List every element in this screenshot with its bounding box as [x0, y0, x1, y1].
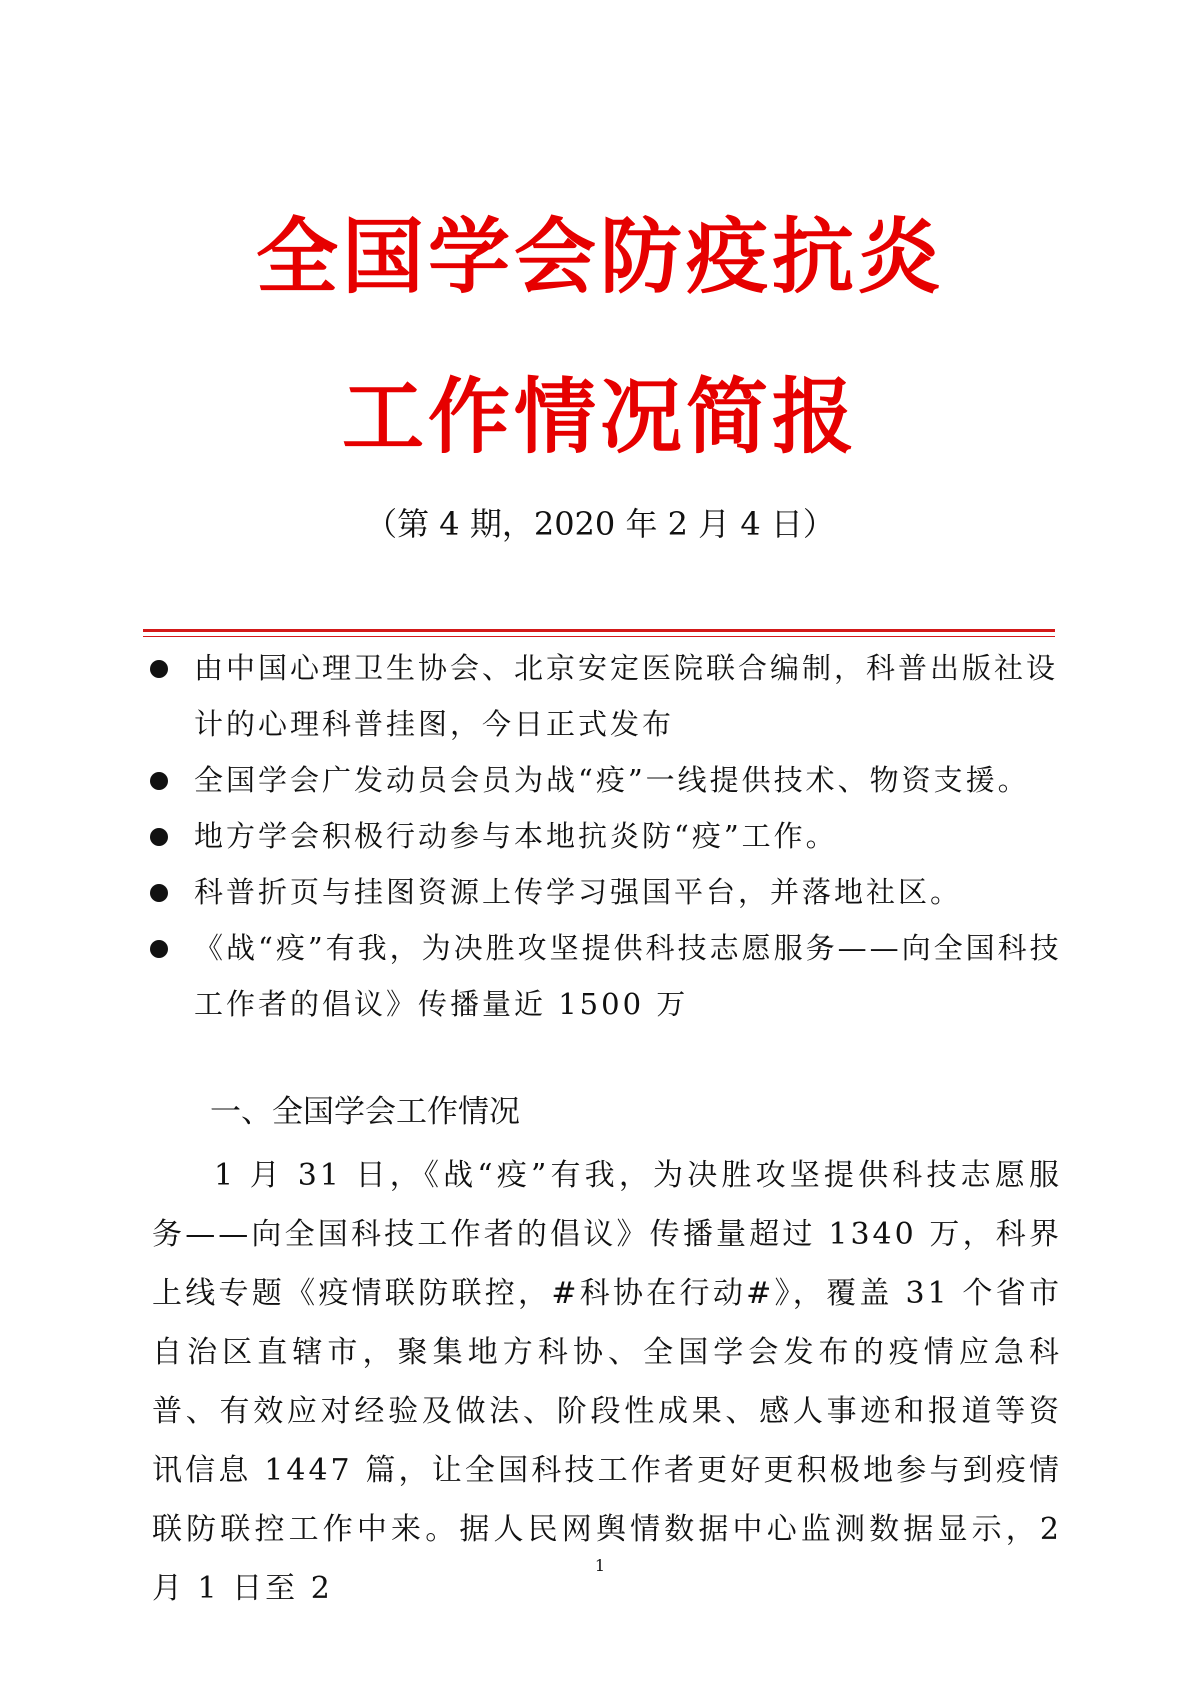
highlight-item [150, 640, 1070, 752]
bullet-dot-icon [150, 884, 168, 902]
page-number: 1 [594, 1556, 606, 1575]
highlight-text: 全国学会广发动员会员为战“疫”一线提供技术、物资支援。 [194, 763, 1030, 797]
highlight-item [150, 864, 1070, 920]
bullet-dot-icon [150, 660, 168, 678]
highlight-text: 《战“疫”有我，为决胜攻坚提供科技志愿服务——向全国科技工作者的倡议》传播量近 1500 万 [194, 931, 1062, 1021]
section-heading: 一、全国学会工作情况 [210, 1094, 520, 1130]
title-line-1: 全国学会防疫抗炎 [255, 210, 944, 305]
highlight-text: 由中国心理卫生协会、北京安定医院联合编制，科普出版社设计的心理科普挂图，今日正式发布 [194, 651, 1059, 741]
highlight-item [150, 920, 1070, 1032]
highlight-item [150, 808, 1070, 864]
body-paragraph: 1 月 31 日，《战“疫”有我，为决胜攻坚提供科技志愿服务——向全国科技工作者的倡议》传播量超过 1340 万，科界上线专题《疫情联防联控，#科协在行动#》，覆盖 31 个省市自治区直辖市，聚集地方科协、全国学会发布的疫情应急科普、有效应对经验及做法、阶段性成果、感人事迹和报道等资讯信息 1447 篇，让全国科技工作者更好更积极地参与到疫情联防联控工作中来。据人民网舆情数据中心监测数据显示，2 月 1 日至 2 [152, 1158, 1062, 1606]
bullet-dot-icon [150, 940, 168, 958]
issue-info: （第 4 期，2020 年 2 月 4 日） [365, 505, 835, 543]
red-divider-thick [143, 629, 1055, 632]
highlight-text: 科普折页与挂图资源上传学习强国平台，并落地社区。 [194, 875, 963, 909]
bullet-dot-icon [150, 772, 168, 790]
bullet-dot-icon [150, 828, 168, 846]
red-divider-thin [143, 636, 1055, 637]
highlights-list [150, 640, 1070, 1032]
highlight-item [150, 752, 1070, 808]
title-line-2: 工作情况简报 [341, 370, 858, 465]
highlight-text: 地方学会积极行动参与本地抗炎防“疫”工作。 [194, 819, 838, 853]
